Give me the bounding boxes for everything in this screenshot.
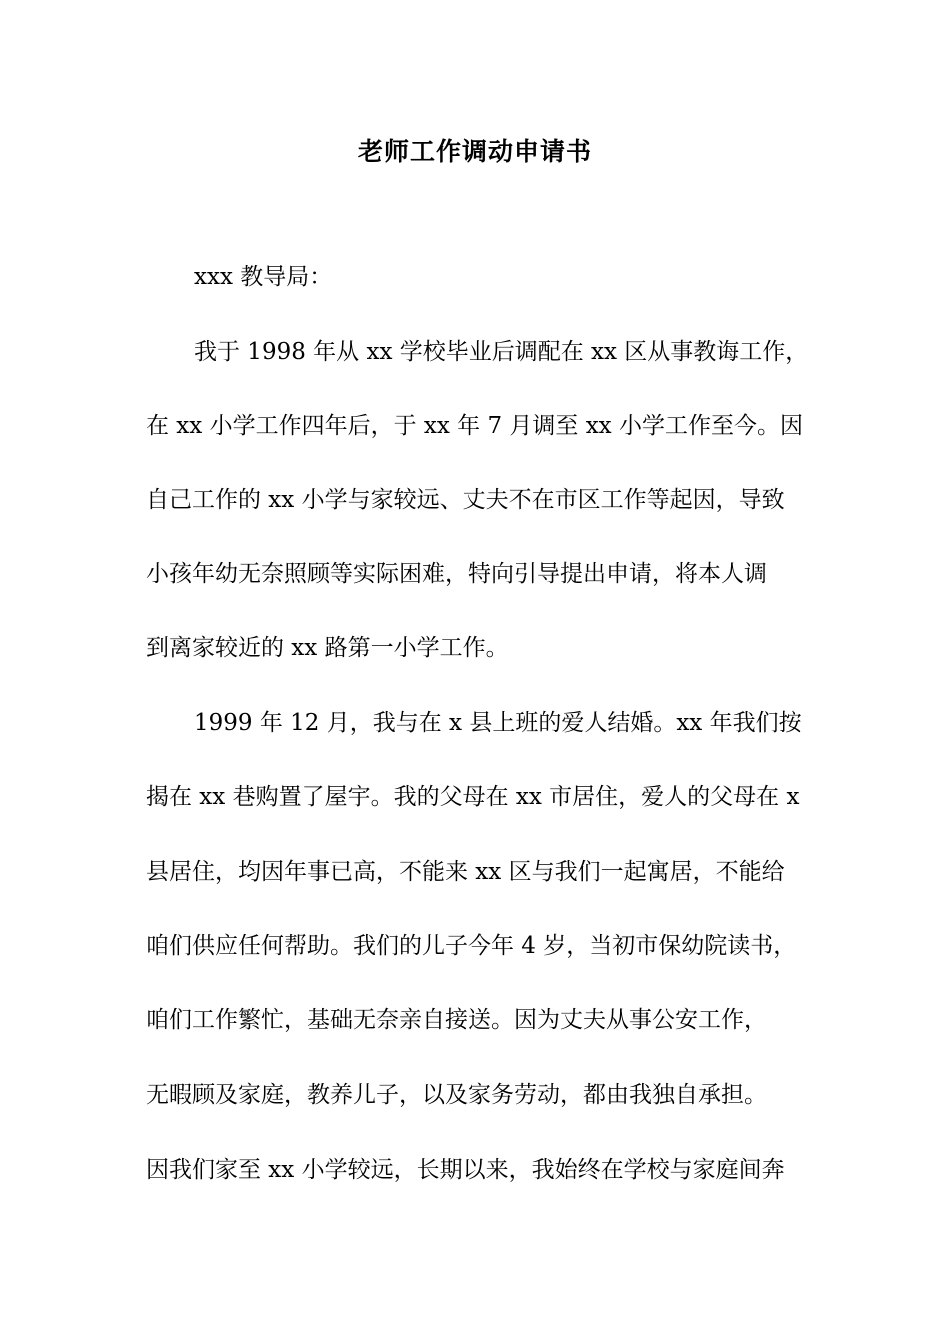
paragraph-1-line-4: 小孩年幼无奈照顾等实际困难，特向引导提出申请，将本人调 [146, 561, 767, 587]
paragraph-2-line-5: 咱们工作繁忙，基础无奈亲自接送。因为丈夫从事公安工作， [146, 1007, 767, 1033]
paragraph-2-line-4: 咱们供应任何帮助。我们的儿子今年 4 岁，当初市保幼院读书， [146, 933, 797, 959]
paragraph-1-line-2: 在 xx 小学工作四年后，于 xx 年 7 月调至 xx 小学工作至今。因 [146, 413, 803, 439]
paragraph-2-line-3: 县居住，均因年事已高，不能来 xx 区与我们一起寓居，不能给 [146, 859, 785, 885]
paragraph-2-line-6: 无暇顾及家庭，教养儿子，以及家务劳动，都由我独自承担。 [146, 1082, 767, 1108]
paragraph-1-line-1: 我于 1998 年从 xx 学校毕业后调配在 xx 区从事教诲工作， [194, 339, 809, 365]
paragraph-2-line-7: 因我们家至 xx 小学较远，长期以来，我始终在学校与家庭间奔 [146, 1157, 785, 1183]
paragraph-1-line-3: 自己工作的 xx 小学与家较远、丈夫不在市区工作等起因，导致 [146, 487, 785, 513]
document-title: 老师工作调动申请书 [357, 137, 592, 166]
paragraph-2-line-1: 1999 年 12 月，我与在 x 县上班的爱人结婚。xx 年我们按 [194, 710, 802, 736]
salutation: xxx 教导局： [194, 264, 333, 290]
paragraph-2-line-2: 揭在 xx 巷购置了屋宇。我的父母在 xx 市居住，爱人的父母在 x [146, 784, 800, 810]
paragraph-1-line-5: 到离家较近的 xx 路第一小学工作。 [146, 635, 509, 661]
